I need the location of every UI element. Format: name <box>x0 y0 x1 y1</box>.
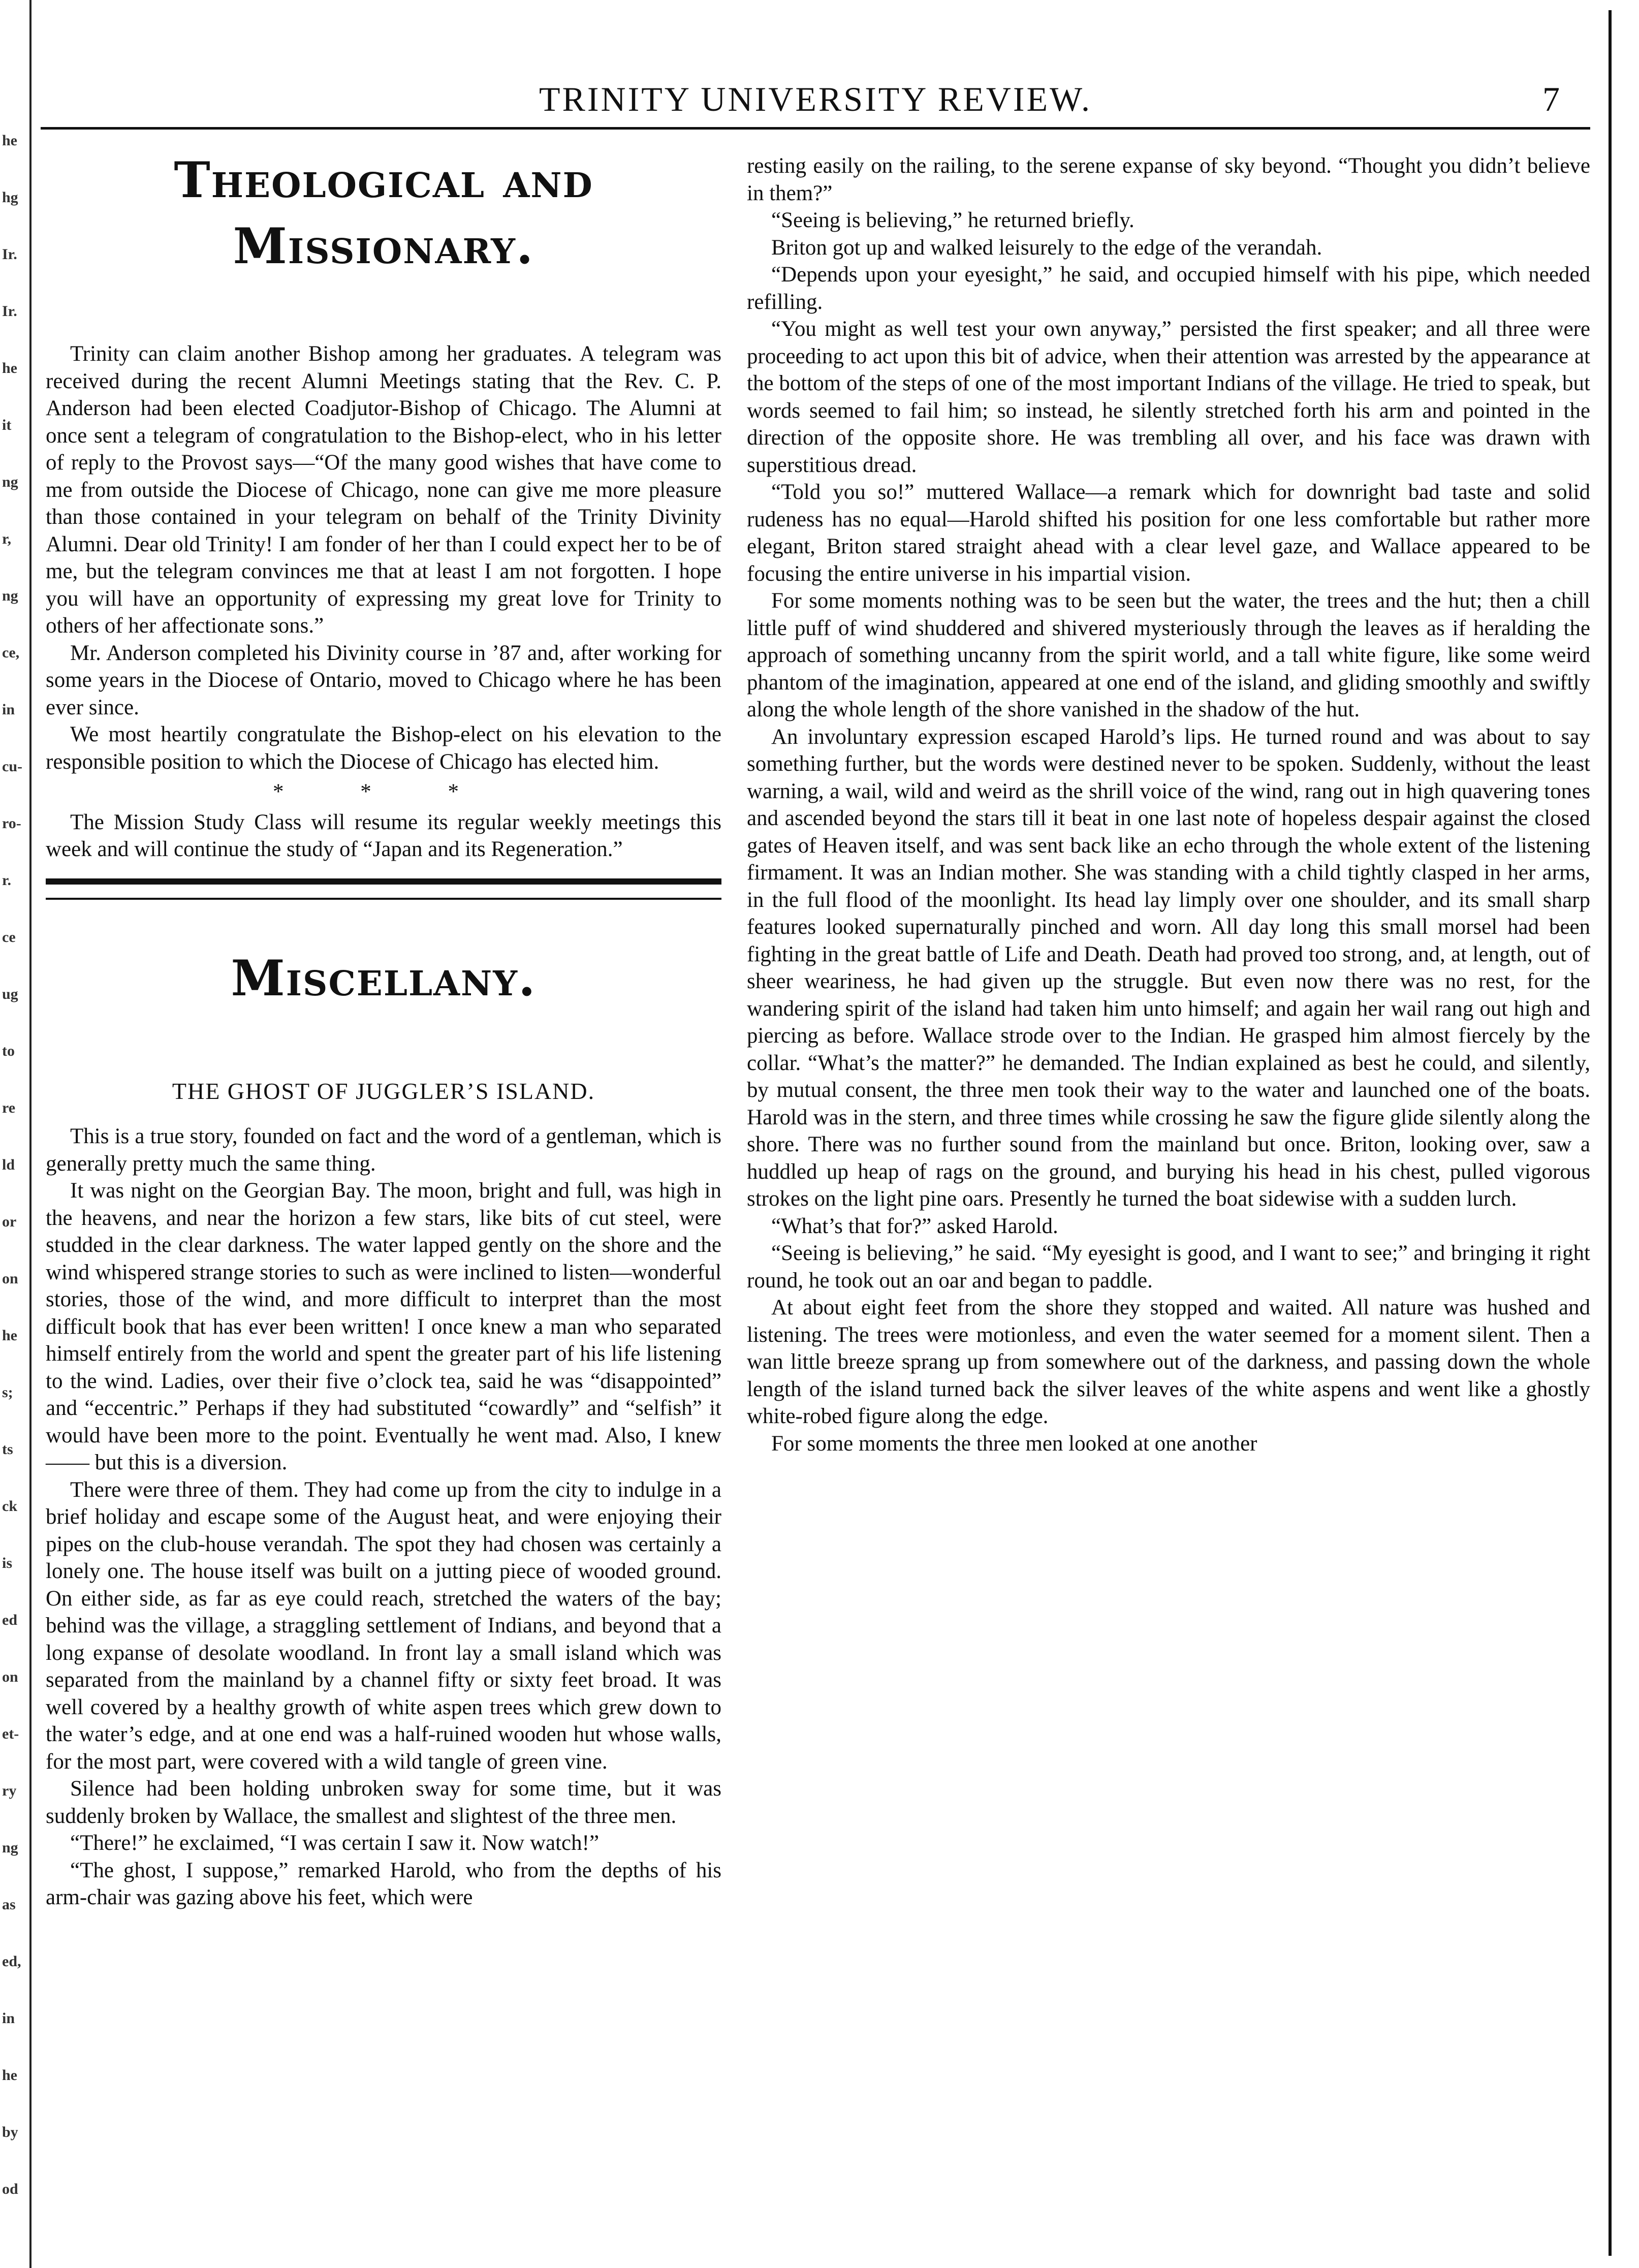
story-paragraph: “Depends upon your eyesight,” he said, and occupied himself with his pipe, which needed refilling. <box>747 263 1590 314</box>
miscellany-heading: Miscellany. <box>231 949 537 1007</box>
margin-fragment-text: it <box>2 417 12 433</box>
margin-fragment-text: by <box>2 2124 18 2140</box>
margin-fragment-text: to <box>2 1043 15 1059</box>
section-separator: * * * <box>273 780 494 804</box>
margin-fragment-text: on <box>2 1270 18 1287</box>
mission-study-paragraph: The Mission Study Class will resume its regular weekly meetings this week and will continue the study of “Japan and its Regeneration.” <box>46 810 721 861</box>
left-column <box>46 152 721 1911</box>
header-rule <box>41 127 1590 130</box>
story-paragraph: For some moments nothing was to be seen but the water, the trees and the hut; then a chill little puff of wind shuddered and shivered mysteriously through the leaves as if heralding the approach of something uncanny from the spirit world, and a tall white figure, like some weird phantom of the imagination, appeared at one end of the island, and gliding smoothly and swiftly along the whole length of the shore vanished in the shadow of the hut. <box>747 589 1590 721</box>
margin-fragment-text: ry <box>2 1782 17 1799</box>
margin-fragment-text: ed, <box>2 1953 21 1970</box>
story-paragraph: An involuntary expression escaped Harold’s lips. He turned round and was about to say something further, but the words were destined never to be spoken. Suddenly, without the least warning, a wail, wild and weird as the shrill voice of the wind, rang out in high quavering tones and ascended beyond the stars till it beat in one last note of hopeless despair against the closed gates of Heaven itself, and was sent back like an echo through the whole extent of the listening firmament. It was an Indian mother. She was standing with a child tightly clasped in her arms, in the full flood of the moonlight. Its head lay limply over one shoulder, and its small sharp features looked supernaturally pinched and worn. All day long this small morsel had been fighting in the great battle of Life and Death. Death had proved too strong, and, at length, out of sheer weariness, he had given up the struggle. But even now there was no rest, for the wandering spirit of the island had taken him unto himself; and again her wail rang out high and piercing as before. Wallace strode over to the Indian. He grasped him almost fiercely by the collar. “What’s the matter?” he demanded. The Indian explained as best he could, and silently, by mutual consent, the three men took their way to the water and launched one of the boats. Harold was in the stern, and three times while crossing he saw the figure glide silently along the shore. There was no further sound from the mainland but once. Briton, looking over, saw a huddled up heap of rags on the ground, and burying his head in his chest, pulled vigorous strokes on the light pine oars. Presently he turned the boat sidewise with a sudden lurch. <box>747 724 1590 1211</box>
margin-fragment-text: he <box>2 132 17 149</box>
theological-paragraph-3: We most heartily congratulate the Bishop-elect on his elevation to the responsible position to which the Diocese of Chicago has elected him. <box>46 722 721 774</box>
margin-fragment-text: s; <box>2 1384 13 1401</box>
margin-fragment-text: or <box>2 1213 17 1230</box>
margin-fragment-text: Ir. <box>2 246 17 263</box>
margin-fragment-text: is <box>2 1555 13 1571</box>
margin-fragment-text: ug <box>2 986 18 1002</box>
margin-fragment-text: r, <box>2 530 12 547</box>
margin-fragment-text: ed <box>2 1612 17 1628</box>
story-paragraph: At about eight feet from the shore they stopped and waited. All nature was hushed and listening. The trees were motionless, and even the water seemed for a moment silent. Then a wan little breeze sprang up from somewhere out of the darkness, and passing down the whole length of the island turned back the silver leaves of the white aspens and went like a ghostly white-robed figure along the edge. <box>747 1296 1590 1428</box>
margin-fragment-text: he <box>2 1327 17 1344</box>
margin-fragment-text: ld <box>2 1156 15 1173</box>
story-paragraph: Briton got up and walked leisurely to the edge of the verandah. <box>771 235 1322 260</box>
margin-fragment-text: he <box>2 2067 17 2084</box>
story-paragraph: “There!” he exclaimed, “I was certain I saw it. Now watch!” <box>70 1831 600 1855</box>
story-paragraph: Silence had been holding unbroken sway for some time, but it was suddenly broken by Wallace, the smallest and slightest of the three men. <box>46 1777 721 1828</box>
margin-fragment-text: cu- <box>2 758 22 775</box>
running-title: TRINITY UNIVERSITY REVIEW. <box>539 80 1092 118</box>
left-margin-fragment <box>0 0 31 2268</box>
story-paragraph: “The ghost, I suppose,” remarked Harold, who from the depths of his arm-chair was gazing above his feet, which were <box>46 1858 721 1909</box>
margin-fragment-text: on <box>2 1668 18 1685</box>
margin-fragment-text: ce, <box>2 644 20 661</box>
margin-fragment-text: he <box>2 360 17 376</box>
margin-fragment-text: in <box>2 2010 15 2027</box>
margin-fragment-text: et- <box>2 1725 19 1742</box>
story-paragraph: “Seeing is believing,” he returned briefly. <box>771 208 1134 232</box>
margin-fragment-text: ng <box>2 474 18 490</box>
margin-fragment-text: Ir. <box>2 303 17 320</box>
story-title: THE GHOST OF JUGGLER’S ISLAND. <box>172 1078 595 1104</box>
story-paragraph: There were three of them. They had come up from the city to indulge in a brief holiday and escape some of the August heat, and were enjoying their pipes on the club-house verandah. The spot they had chosen was certainly a lonely one. The house itself was built on a jutting piece of wooded ground. On either side, as far as eye could reach, stretched the waters of the bay; behind was the village, a straggling settlement of Indians, and beyond that a long expanse of desolate woodland. In front lay a small island which was separated from the mainland by a channel fifty or sixty feet broad. It was well covered by a healthy growth of white aspen trees which grew down to the water’s edge, and at one end was a half-ruined wooden hut whose walls, for the most part, were covered with a wild tangle of green vine. <box>46 1477 721 1774</box>
right-column <box>747 152 1590 1457</box>
story-paragraph: “You might as well test your own anyway,” persisted the first speaker; and all three were proceeding to act upon this bit of advice, when their attention was arrested by the appearance at the bottom of the steps of one of the most important Indians of the village. He tried to speak, but words seemed to fail him; so instead, he silently stretched forth his arm and pointed in the direction of the opposite shore. He was trembling all over, and his face was drawn with superstitious dread. <box>747 317 1590 477</box>
margin-fragment-text: ng <box>2 1839 18 1856</box>
story-paragraph: “What’s that for?” asked Harold. <box>771 1214 1058 1238</box>
margin-fragment-text: ng <box>2 587 18 604</box>
margin-fragment-text: hg <box>2 189 18 206</box>
page-number: 7 <box>1542 80 1560 118</box>
right-edge-rule <box>1609 10 1612 2256</box>
story-paragraph: It was night on the Georgian Bay. The moon, bright and full, was high in the heavens, and near the horizon a few stars, like bits of cut steel, were studded in the clear darkness. The water lapped gently on the shore and the wind whispered strange stories to such as were inclined to listen—wonderful stories, those of the wind, and more difficult to interpret than the most difficult book that has ever been written! I once knew a man who separated himself entirely from the world and spent the greater part of his life listening to the wind. Ladies, over their five o’clock tea, said he was “disappointed” and “eccentric.” Perhaps if they had substituted “cowardly” and “selfish” it would have been more to the point. Eventually he went mad. Also, I knew —— but this is a diversion. <box>46 1179 721 1474</box>
theological-paragraph-2: Mr. Anderson completed his Divinity course in ’87 and, after working for some years in the Diocese of Ontario, moved to Chicago where he has been ever since. <box>46 641 721 719</box>
section-divider-rule <box>46 878 721 900</box>
story-paragraph: For some moments the three men looked at one another <box>771 1431 1257 1456</box>
margin-fragment-text: re <box>2 1099 16 1116</box>
margin-fragment-text: od <box>2 2181 18 2197</box>
story-paragraph: This is a true story, founded on fact and the word of a gentleman, which is generally pretty much the same thing. <box>46 1124 721 1176</box>
margin-fragment-text: in <box>2 701 15 718</box>
margin-fragment-text: ce <box>2 929 16 946</box>
story-paragraph: resting easily on the railing, to the serene expanse of sky beyond. “Thought you didn’t believe in them?” <box>747 154 1590 205</box>
margin-fragment-text: ro- <box>2 815 21 832</box>
story-paragraph: “Told you so!” muttered Wallace—a remark which for downright bad taste and solid rudeness has no equal—Harold shifted his position for one less comfortable but rather more elegant, Briton stared straight ahead with a clear level gaze, and Wallace appeared to be focusing the entire universe in his impartial vision. <box>747 480 1590 586</box>
page-header <box>41 76 1590 117</box>
margin-fragment-text: r. <box>2 872 12 889</box>
theological-heading: Theological and Missionary. <box>174 151 593 275</box>
margin-fragment-text: ts <box>2 1441 13 1458</box>
margin-fragment-text: ck <box>2 1498 17 1515</box>
story-paragraph: “Seeing is believing,” he said. “My eyesight is good, and I want to see;” and bringing it right round, he took out an oar and began to paddle. <box>747 1241 1590 1293</box>
theological-paragraph-1: Trinity can claim another Bishop among her graduates. A telegram was received during the recent Alumni Meetings stating that the Rev. C. P. Anderson had been elected Coadjutor-Bishop of Chicago. The Alumni at once sent a telegram of congratulation to the Bishop-elect, who in his letter of reply to the Provost says—“Of the many good wishes that have come to me from outside the Diocese of Chicago, none can give me more pleasure than those contained in your telegram on behalf of the Trinity Divinity Alumni. Dear old Trinity! I am fonder of her than I could expect her to be of me, but the telegram convinces me that at least I am not forgotten. I hope you will have an opportunity of expressing my great love for Trinity to others of her affectionate sons.” <box>46 342 721 638</box>
margin-fragment-text: as <box>2 1896 16 1913</box>
